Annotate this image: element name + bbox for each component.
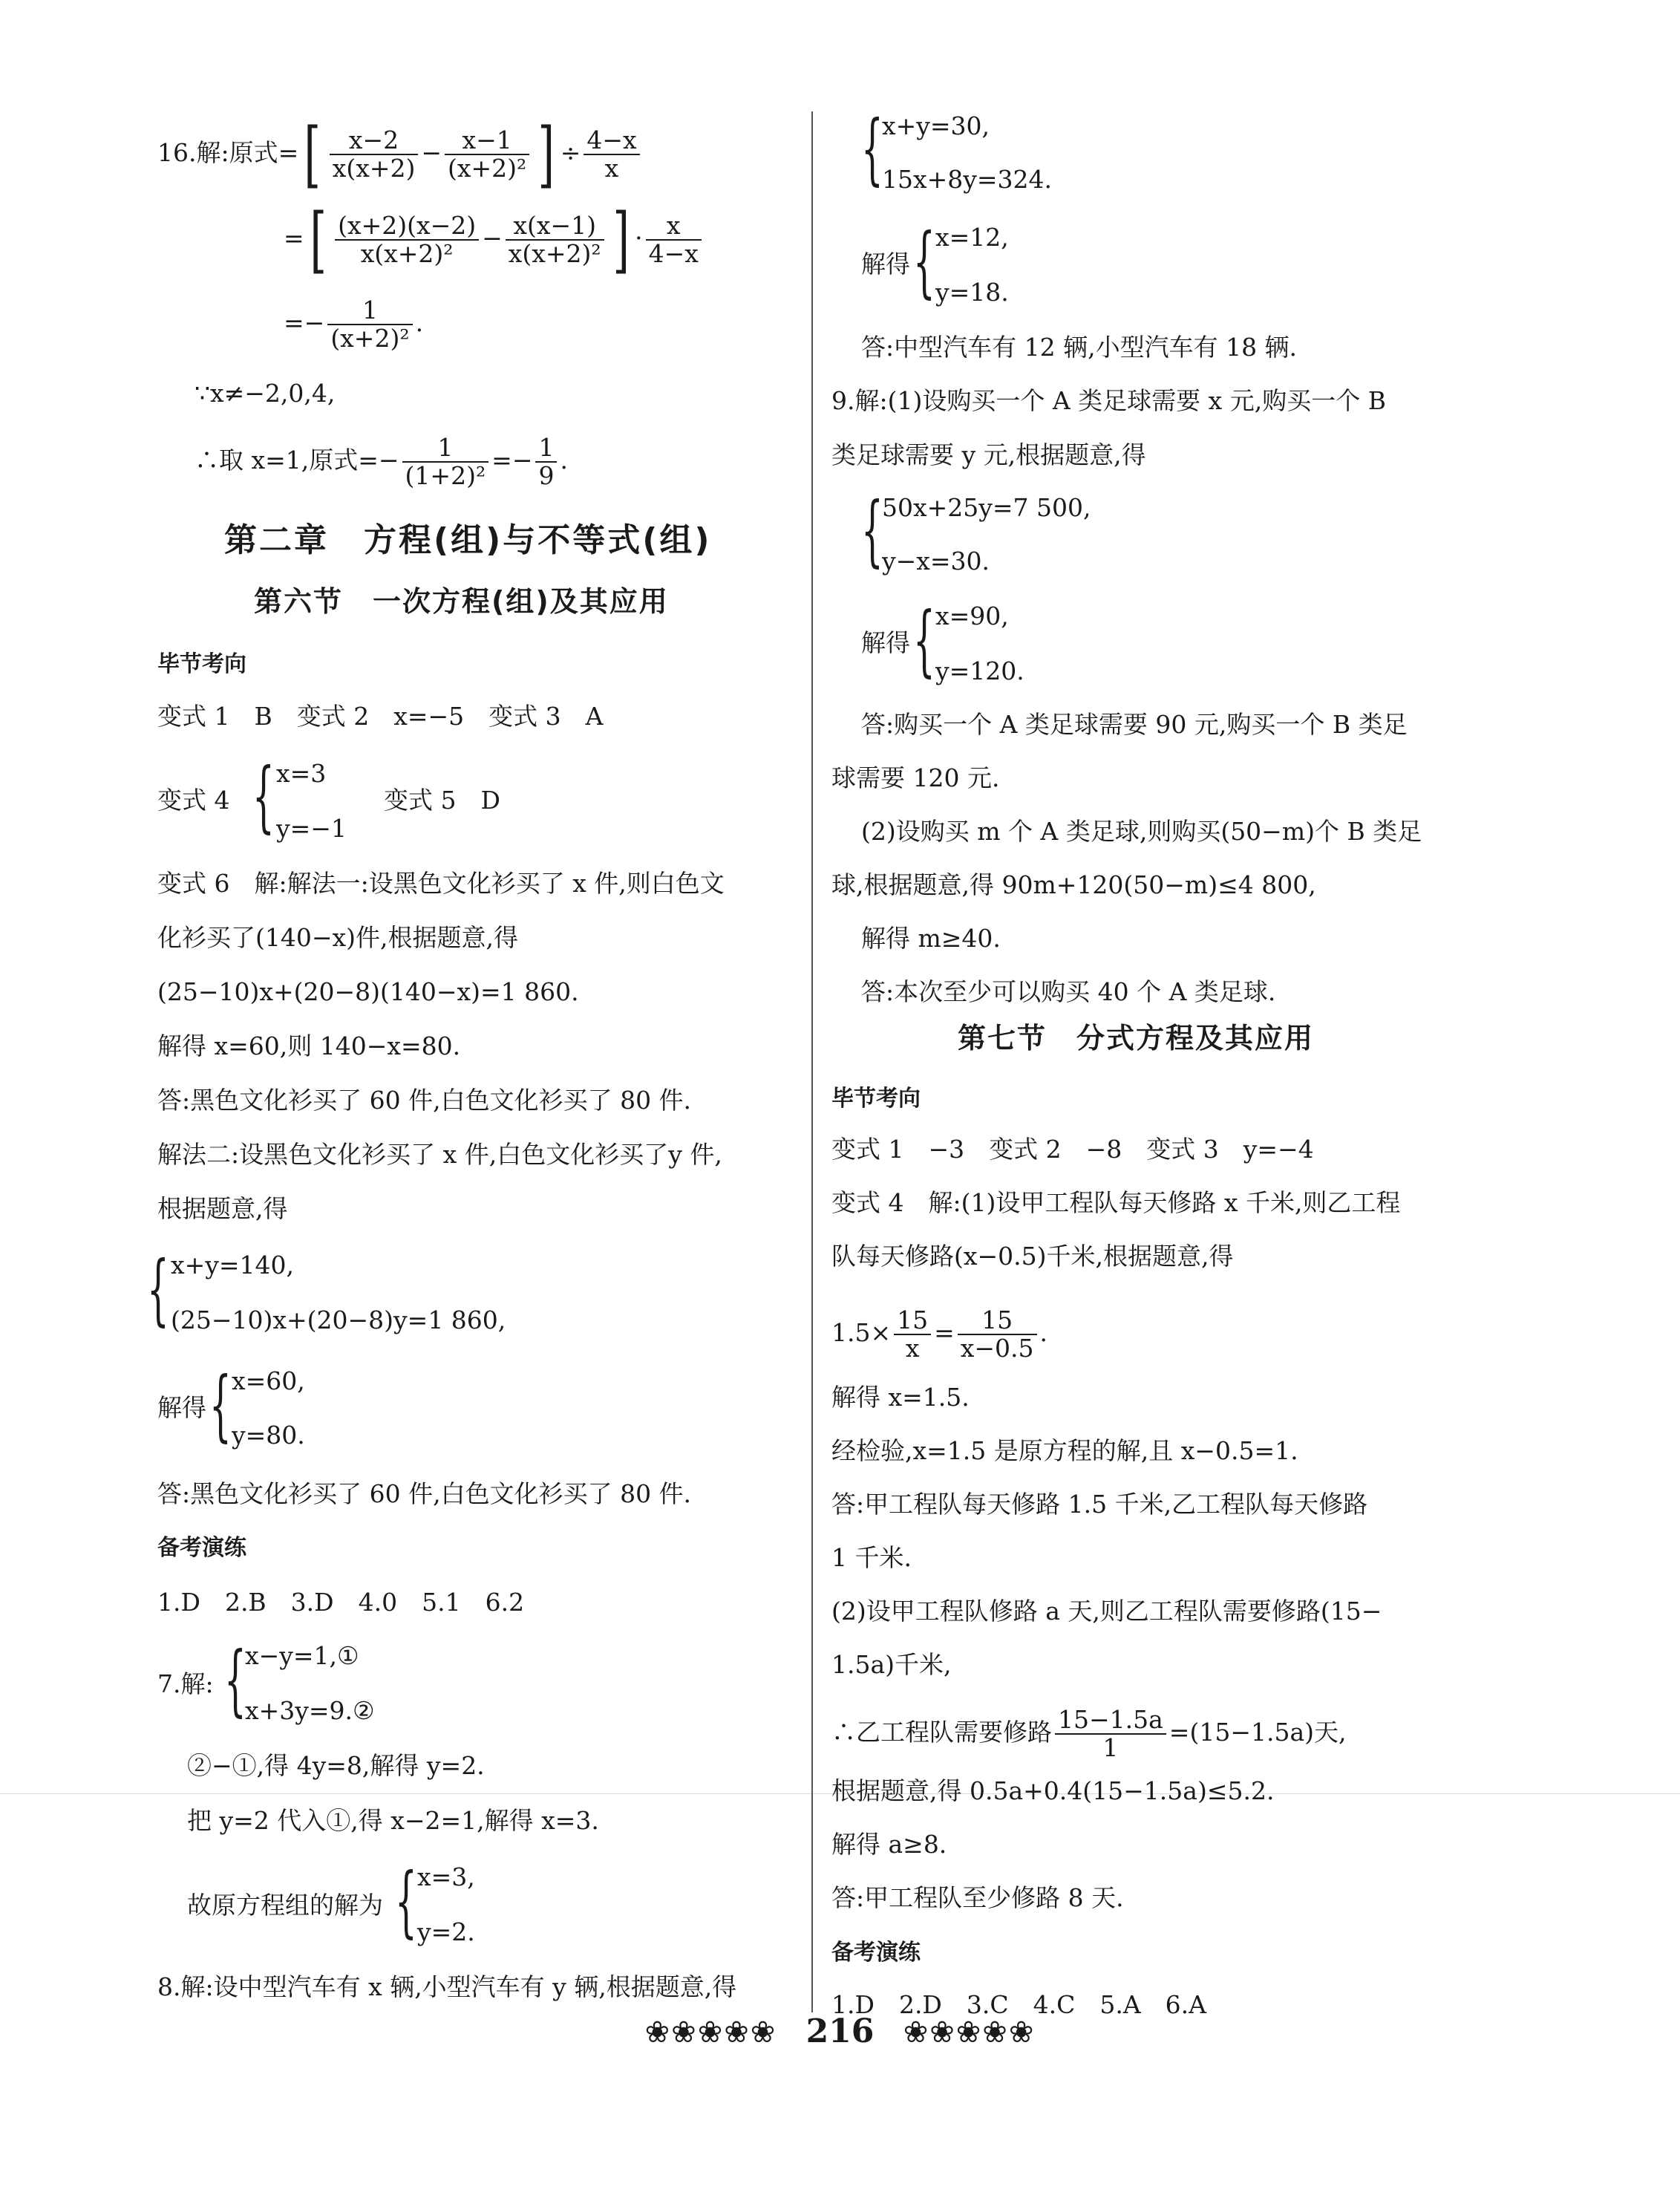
q7-label: 7.解: bbox=[157, 1669, 214, 1698]
fraction bbox=[894, 1307, 931, 1362]
v4b-part2-answer: 答:甲工程队至少修路 8 天. bbox=[831, 1883, 1124, 1912]
beikao-heading-2: 备考演练 bbox=[831, 1940, 921, 1966]
q9-sol-label: 解得 bbox=[861, 628, 910, 657]
bracket-left: [ bbox=[310, 198, 327, 281]
q7-line-3: ②−①,得 4y=8,解得 y=2. bbox=[187, 1751, 485, 1780]
punct: . bbox=[1039, 1318, 1048, 1347]
fraction bbox=[646, 212, 702, 267]
v6-sys-2: (25−10)x+(20−8)y=1 860, bbox=[171, 1305, 506, 1334]
v6-line-4: 解得 x=60,则 140−x=80. bbox=[157, 1031, 461, 1060]
v6-line-3: (25−10)x+(20−8)(140−x)=1 860. bbox=[157, 977, 579, 1006]
numerator: x−2 bbox=[330, 127, 419, 155]
v6-sys-1: x+y=140, bbox=[171, 1251, 295, 1279]
numerator: 1 bbox=[327, 297, 412, 325]
v4b-line-5: 经检验,x=1.5 是原方程的解,且 x−0.5=1. bbox=[831, 1436, 1298, 1465]
denominator: x bbox=[604, 154, 619, 183]
operator: =− bbox=[491, 446, 533, 475]
numerator: 1 bbox=[402, 434, 489, 463]
v4b-part2-line-2: 1.5a)千米, bbox=[831, 1650, 952, 1679]
fraction bbox=[1055, 1706, 1166, 1761]
bijie-heading-2: 毕节考向 bbox=[831, 1086, 921, 1112]
denominator: x−0.5 bbox=[960, 1334, 1034, 1363]
bracket-right: ] bbox=[612, 198, 630, 281]
v4b-line-1: 变式 4 解:(1)设甲工程队每天修路 x 千米,则乙工程 bbox=[831, 1188, 1401, 1217]
q9-part2-line-1: (2)设购买 m 个 A 类足球,则购买(50−m)个 B 类足 bbox=[861, 817, 1422, 846]
v4b-line-4: 解得 x=1.5. bbox=[831, 1383, 970, 1412]
q9-answer-1: 答:购买一个 A 类足球需要 90 元,购买一个 B 类足 bbox=[861, 710, 1408, 739]
denominator: 4−x bbox=[648, 239, 699, 268]
column-divider bbox=[811, 111, 813, 2012]
operator: − bbox=[421, 138, 442, 167]
v4b-part2-line-1: (2)设甲工程队修路 a 天,则乙工程队需要修路(15− bbox=[831, 1597, 1382, 1626]
section-7-title: 第七节 分式方程及其应用 bbox=[958, 1022, 1315, 1054]
q16-line-2 bbox=[284, 198, 705, 281]
q16-line-3 bbox=[284, 297, 423, 352]
text: 1.5× bbox=[831, 1318, 892, 1347]
fraction bbox=[445, 127, 529, 182]
q8-sys-2: 15x+8y=324. bbox=[882, 165, 1053, 194]
answers-1-6-b: 1.D 2.D 3.C 4.C 5.A 6.A bbox=[831, 1990, 1206, 2019]
numerator: x bbox=[646, 212, 702, 241]
q9-sys-2: y−x=30. bbox=[882, 547, 990, 576]
denominator: x(x+2)² bbox=[360, 239, 454, 268]
v4b-part2-line-5: 解得 a≥8. bbox=[831, 1830, 947, 1859]
variant-5: 变式 5 D bbox=[384, 786, 500, 815]
v4b-part2-line-4: 根据题意,得 0.5a+0.4(15−1.5a)≤5.2. bbox=[831, 1776, 1275, 1805]
v6-line-7: 根据题意,得 bbox=[157, 1194, 288, 1223]
v4b-line-6: 答:甲工程队每天修路 1.5 千米,乙工程队每天修路 bbox=[831, 1490, 1368, 1519]
v6-line-1: 变式 6 解:解法一:设黑色文化衫买了 x 件,则白色文 bbox=[157, 869, 725, 898]
numerator: 4−x bbox=[584, 127, 639, 155]
punct: . bbox=[415, 308, 424, 337]
q16-line-5 bbox=[195, 434, 568, 489]
q16-line-1 bbox=[157, 113, 643, 196]
text: ∴取 x=1,原式=− bbox=[195, 446, 399, 475]
variant-4-label: 变式 4 bbox=[157, 786, 230, 815]
numerator: (x+2)(x−2) bbox=[335, 212, 479, 241]
beikao-heading: 备考演练 bbox=[157, 1535, 246, 1561]
q9-line-1: 9.解:(1)设购买一个 A 类足球需要 x 元,购买一个 B bbox=[831, 386, 1386, 415]
v6-line-6: 解法二:设黑色文化衫买了 x 件,白色文化衫买了y 件, bbox=[157, 1140, 722, 1169]
q9-line-2: 类足球需要 y 元,根据题意,得 bbox=[831, 440, 1146, 469]
brace: { bbox=[209, 1360, 232, 1450]
bracket-left: [ bbox=[304, 113, 321, 196]
q8-answer: 答:中型汽车有 12 辆,小型汽车有 18 辆. bbox=[861, 333, 1298, 362]
v4-eq-2: y=−1 bbox=[276, 814, 347, 843]
numerator: x(x−1) bbox=[506, 212, 604, 241]
denominator: (x+2)² bbox=[447, 154, 527, 183]
q7-line-4: 把 y=2 代入①,得 x−2=1,解得 x=3. bbox=[187, 1806, 599, 1835]
operator: − bbox=[482, 224, 503, 252]
q9-answer-2: 球需要 120 元. bbox=[831, 763, 1000, 792]
numerator: x−1 bbox=[445, 127, 529, 155]
punct: . bbox=[560, 446, 568, 475]
denominator: (1+2)² bbox=[405, 461, 486, 490]
q9-part2-line-3: 解得 m≥40. bbox=[861, 924, 1001, 953]
fraction bbox=[402, 434, 489, 489]
v4b-part2-line-3 bbox=[831, 1706, 1346, 1761]
numerator: 15 bbox=[958, 1307, 1037, 1335]
brace: { bbox=[147, 1244, 169, 1334]
operator: ÷ bbox=[560, 138, 581, 167]
text: ∴乙工程队需要修路 bbox=[831, 1718, 1052, 1747]
v6-line-2: 化衫买了(140−x)件,根据题意,得 bbox=[157, 923, 518, 952]
v6-sol-1: x=60, bbox=[232, 1366, 305, 1395]
flower-ornament-right: ❀❀❀❀❀ bbox=[903, 2015, 1036, 2050]
brace: { bbox=[395, 1856, 417, 1946]
brace: { bbox=[861, 485, 883, 576]
text: =(15−1.5a)天, bbox=[1169, 1718, 1347, 1747]
q9-part2-line-2: 球,根据题意,得 90m+120(50−m)≤4 800, bbox=[831, 870, 1316, 899]
q9-part2-answer: 答:本次至少可以购买 40 个 A 类足球. bbox=[861, 977, 1276, 1006]
q8-sys-1: x+y=30, bbox=[882, 111, 990, 140]
denominator: x(x+2) bbox=[332, 154, 416, 183]
q7-eq-2: x+3y=9.② bbox=[245, 1696, 375, 1725]
q8-line-1: 8.解:设中型汽车有 x 辆,小型汽车有 y 辆,根据题意,得 bbox=[157, 1972, 737, 2001]
fraction bbox=[958, 1307, 1037, 1362]
fraction bbox=[330, 127, 419, 182]
denominator: 1 bbox=[1102, 1733, 1119, 1762]
q9-sys-1: 50x+25y=7 500, bbox=[882, 493, 1091, 522]
q16-prefix: 16.解:原式= bbox=[157, 138, 299, 167]
v4b-line-2: 队每天修路(x−0.5)千米,根据题意,得 bbox=[831, 1242, 1234, 1271]
q8-sol-1: x=12, bbox=[935, 223, 1009, 252]
q9-sol-2: y=120. bbox=[935, 656, 1024, 685]
section-6-title: 第六节 一次方程(组)及其应用 bbox=[254, 585, 669, 618]
brace: { bbox=[224, 1634, 246, 1725]
q16-line-4: ∵x≠−2,0,4, bbox=[195, 379, 336, 408]
numerator: 15 bbox=[894, 1307, 931, 1335]
chapter-title: 第二章 方程(组)与不等式(组) bbox=[224, 521, 712, 559]
variants-1-3: 变式 1 B 变式 2 x=−5 变式 3 A bbox=[157, 702, 604, 731]
fraction bbox=[584, 127, 639, 182]
v4-eq-1: x=3 bbox=[276, 759, 327, 788]
operator: · bbox=[635, 224, 643, 252]
denominator: (x+2)² bbox=[330, 324, 410, 353]
fraction bbox=[335, 212, 479, 267]
fraction bbox=[506, 212, 604, 267]
variants-1-3-b: 变式 1 −3 变式 2 −8 变式 3 y=−4 bbox=[831, 1135, 1314, 1164]
v6-answer: 答:黑色文化衫买了 60 件,白色文化衫买了 80 件. bbox=[157, 1479, 692, 1508]
answers-1-6: 1.D 2.B 3.D 4.0 5.1 6.2 bbox=[157, 1588, 525, 1617]
denominator: 9 bbox=[538, 461, 555, 490]
v4b-equation bbox=[831, 1307, 1047, 1362]
flower-ornament-left: ❀❀❀❀❀ bbox=[644, 2015, 777, 2050]
operator: = bbox=[284, 224, 304, 252]
brace: { bbox=[913, 595, 935, 685]
fraction bbox=[535, 434, 557, 489]
v6-sol-label: 解得 bbox=[157, 1393, 206, 1422]
denominator: x(x+2)² bbox=[508, 239, 601, 268]
q8-sol-2: y=18. bbox=[935, 278, 1009, 307]
bijie-heading: 毕节考向 bbox=[157, 651, 246, 677]
brace: { bbox=[913, 216, 935, 307]
denominator: x bbox=[905, 1334, 920, 1363]
operator: =− bbox=[284, 308, 325, 337]
q9-sol-1: x=90, bbox=[935, 602, 1009, 630]
v6-sol-2: y=80. bbox=[232, 1421, 305, 1450]
q7-sol-2: y=2. bbox=[417, 1917, 475, 1946]
numerator: 1 bbox=[535, 434, 557, 463]
operator: = bbox=[934, 1318, 955, 1347]
q7-line-5: 故原方程组的解为 bbox=[187, 1891, 383, 1920]
q7-eq-1: x−y=1,① bbox=[245, 1641, 359, 1670]
numerator: 15−1.5a bbox=[1055, 1706, 1166, 1735]
bracket-right: ] bbox=[537, 113, 555, 196]
brace: { bbox=[861, 103, 883, 194]
v4b-line-7: 1 千米. bbox=[831, 1543, 912, 1572]
page-number: 216 bbox=[805, 2012, 875, 2050]
q7-sol-1: x=3, bbox=[417, 1862, 475, 1891]
fraction bbox=[327, 297, 412, 352]
q8-sol-label: 解得 bbox=[861, 250, 910, 278]
v6-line-5: 答:黑色文化衫买了 60 件,白色文化衫买了 80 件. bbox=[157, 1086, 692, 1115]
brace: { bbox=[252, 751, 275, 841]
page-footer bbox=[0, 2012, 1680, 2050]
